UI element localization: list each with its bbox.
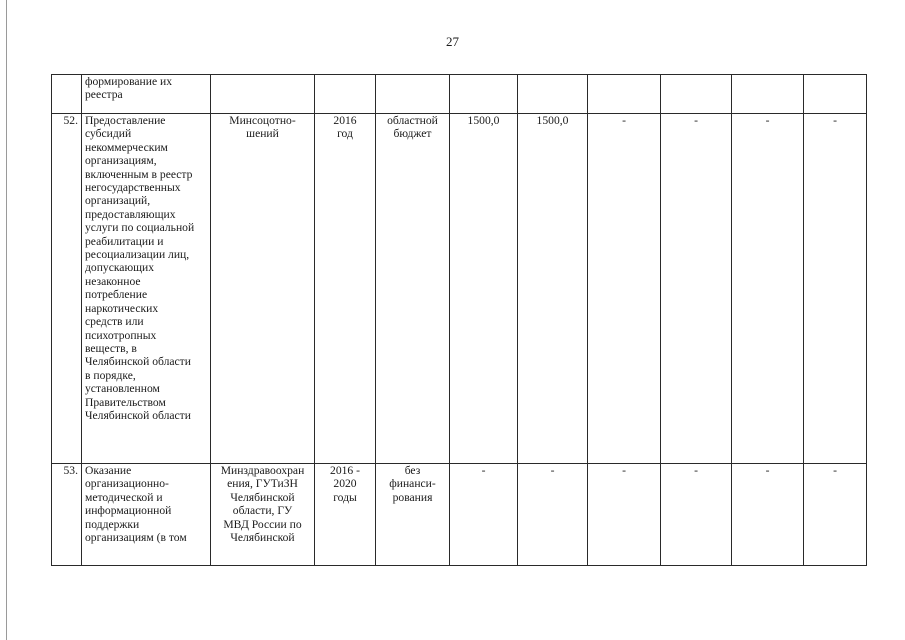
executor: Минздравоохран ения, ГУТиЗН Челябинской области, ГУ МВД России по Челябинской — [211, 464, 315, 566]
value-cell — [732, 75, 804, 114]
activity-name: формирование их реестра — [82, 75, 211, 114]
page-number: 27 — [446, 34, 459, 49]
period: 2016 - 2020 годы — [315, 464, 376, 566]
period — [315, 75, 376, 114]
table-row — [52, 464, 867, 566]
value-cell: 1500,0 — [518, 114, 588, 464]
period: 2016 год — [315, 114, 376, 464]
value-cell: - — [732, 114, 804, 464]
funding-source: областной бюджет — [376, 114, 450, 464]
value-cell: - — [518, 464, 588, 566]
activity-name: Оказание организационно- методической и информационной поддержки организациям (в том — [82, 464, 211, 566]
value-cell — [588, 75, 661, 114]
program-activities-table — [51, 74, 867, 566]
value-cell: - — [661, 464, 732, 566]
row-number: 52. — [52, 114, 82, 464]
table-row — [52, 75, 867, 114]
row-number: 53. — [52, 464, 82, 566]
value-cell: - — [661, 114, 732, 464]
value-cell — [450, 75, 518, 114]
value-cell: - — [804, 114, 867, 464]
value-cell: - — [588, 464, 661, 566]
value-cell — [804, 75, 867, 114]
executor: Минсоцотно- шений — [211, 114, 315, 464]
funding-source — [376, 75, 450, 114]
value-cell: - — [804, 464, 867, 566]
value-cell: - — [450, 464, 518, 566]
table-row — [52, 114, 867, 464]
value-cell — [661, 75, 732, 114]
page-left-edge — [6, 0, 7, 640]
value-cell: - — [588, 114, 661, 464]
row-number — [52, 75, 82, 114]
value-cell: - — [732, 464, 804, 566]
activity-name: Предоставление субсидий некоммерческим организациям, включенным в реестр негосударственных организаций, предоставляющих услуги по социальной реабилитации и ресоциализации лиц, допускающих незаконное потребление наркотических средств или психотропных веществ, в Челябинской области в порядке, установленном Правительством Челябинской области — [82, 114, 211, 464]
value-cell — [518, 75, 588, 114]
value-cell: 1500,0 — [450, 114, 518, 464]
funding-source: без финанси- рования — [376, 464, 450, 566]
executor — [211, 75, 315, 114]
